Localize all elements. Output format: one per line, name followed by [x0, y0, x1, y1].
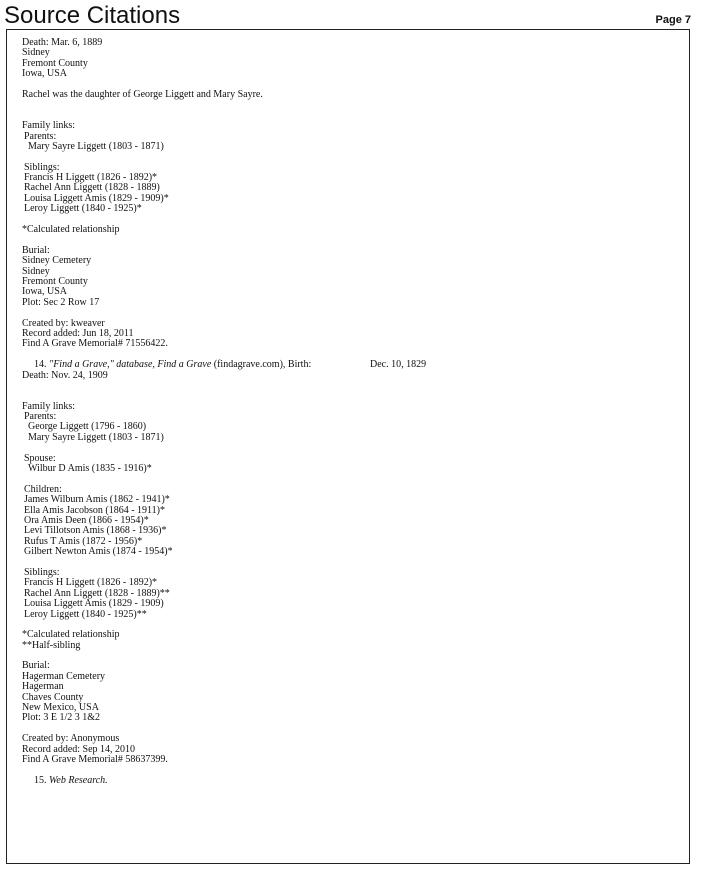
- citation-title: "Find a Grave," database, Find a Grave: [49, 359, 212, 371]
- parent-entry: Mary Sayre Liggett (1803 - 1871): [28, 431, 164, 443]
- citations-content: [22, 38, 672, 786]
- sibling-entry: Rachel Ann Liggett (1828 - 1889)**: [24, 587, 170, 599]
- citation-number: 14.: [34, 359, 47, 371]
- page-number: Page 7: [655, 14, 691, 26]
- burial-plot: Plot: Sec 2 Row 17: [22, 296, 100, 308]
- half-sibling-note: **Half-sibling: [22, 639, 81, 651]
- burial-line: Hagerman: [22, 681, 64, 693]
- created-by: Created by: kweaver: [22, 317, 105, 329]
- burial-line: Hagerman Cemetery: [22, 670, 106, 682]
- child-entry: Ora Amis Deen (1866 - 1954)*: [24, 515, 149, 526]
- death-place-line: Sidney: [22, 47, 50, 59]
- record-added: Record added: Sep 14, 2010: [22, 743, 136, 755]
- page-title: Source Citations: [4, 2, 181, 29]
- death-place-line: Fremont County: [22, 57, 88, 69]
- child-entry: Rufus T Amis (1872 - 1956)*: [24, 535, 143, 547]
- record-added: Record added: Jun 18, 2011: [22, 327, 134, 339]
- citation-title: Web Research.: [49, 774, 108, 786]
- burial-label: Burial:: [22, 244, 50, 256]
- citation-15: [22, 776, 672, 786]
- sibling-entry: Louisa Liggett Amis (1829 - 1909)*: [24, 192, 169, 204]
- bio-text: Rachel was the daughter of George Liggett and Mary Sayre.: [22, 88, 263, 100]
- family-links-label: Family links:: [22, 120, 76, 132]
- child-entry: Gilbert Newton Amis (1874 - 1954)*: [24, 546, 173, 558]
- spouse-label: Spouse:: [24, 452, 56, 464]
- burial-line: Sidney: [22, 265, 50, 277]
- citation-detail: (findagrave.com), Birth:: [211, 359, 312, 371]
- sibling-entry: Leroy Liggett (1840 - 1925)*: [24, 203, 142, 215]
- death-place-line: Iowa, USA: [22, 68, 67, 80]
- child-entry: James Wilburn Amis (1862 - 1941)*: [24, 494, 170, 506]
- burial-line: Sidney Cemetery: [22, 255, 92, 267]
- burial-line: Iowa, USA: [22, 286, 67, 298]
- memorial-number: Find A Grave Memorial# 58637399.: [22, 753, 168, 765]
- siblings-label: Siblings:: [24, 566, 60, 578]
- relationship-note: *Calculated relationship: [22, 629, 120, 641]
- parents-label: Parents:: [24, 130, 57, 142]
- parent-entry: Mary Sayre Liggett (1803 - 1871): [28, 140, 164, 152]
- sibling-entry: Francis H Liggett (1826 - 1892)*: [24, 172, 158, 184]
- sibling-entry: Leroy Liggett (1840 - 1925)**: [24, 608, 147, 620]
- relationship-note: *Calculated relationship: [22, 224, 120, 236]
- burial-line: Fremont County: [22, 276, 88, 287]
- spouse-entry: Wilbur D Amis (1835 - 1916)*: [28, 463, 152, 475]
- sibling-entry: Rachel Ann Liggett (1828 - 1889): [24, 182, 160, 194]
- burial-line: Chaves County: [22, 691, 84, 703]
- created-by: Created by: Anonymous: [22, 733, 120, 745]
- birth-date: Dec. 10, 1829: [370, 359, 427, 371]
- sibling-entry: Francis H Liggett (1826 - 1892)*: [24, 577, 158, 589]
- children-label: Children:: [24, 483, 62, 495]
- burial-label: Burial:: [22, 660, 50, 672]
- child-entry: Ella Amis Jacobson (1864 - 1911)*: [24, 504, 166, 516]
- sibling-entry: Louisa Liggett Amis (1829 - 1909): [24, 598, 164, 610]
- burial-plot: Plot: 3 E 1/2 3 1&2: [22, 712, 101, 724]
- citation-number: 15.: [34, 774, 47, 786]
- burial-line: New Mexico, USA: [22, 702, 99, 714]
- child-entry: Levi Tillotson Amis (1868 - 1936)*: [24, 525, 167, 537]
- parents-label: Parents:: [24, 411, 57, 423]
- family-links-label: Family links:: [22, 400, 76, 412]
- parent-entry: George Liggett (1796 - 1860): [28, 421, 147, 433]
- memorial-number: Find A Grave Memorial# 71556422.: [22, 338, 168, 350]
- siblings-label: Siblings:: [24, 161, 60, 173]
- death-line: Death: Mar. 6, 1889: [22, 37, 103, 48]
- death-line: Death: Nov. 24, 1909: [22, 369, 108, 381]
- citation-14: [22, 360, 672, 370]
